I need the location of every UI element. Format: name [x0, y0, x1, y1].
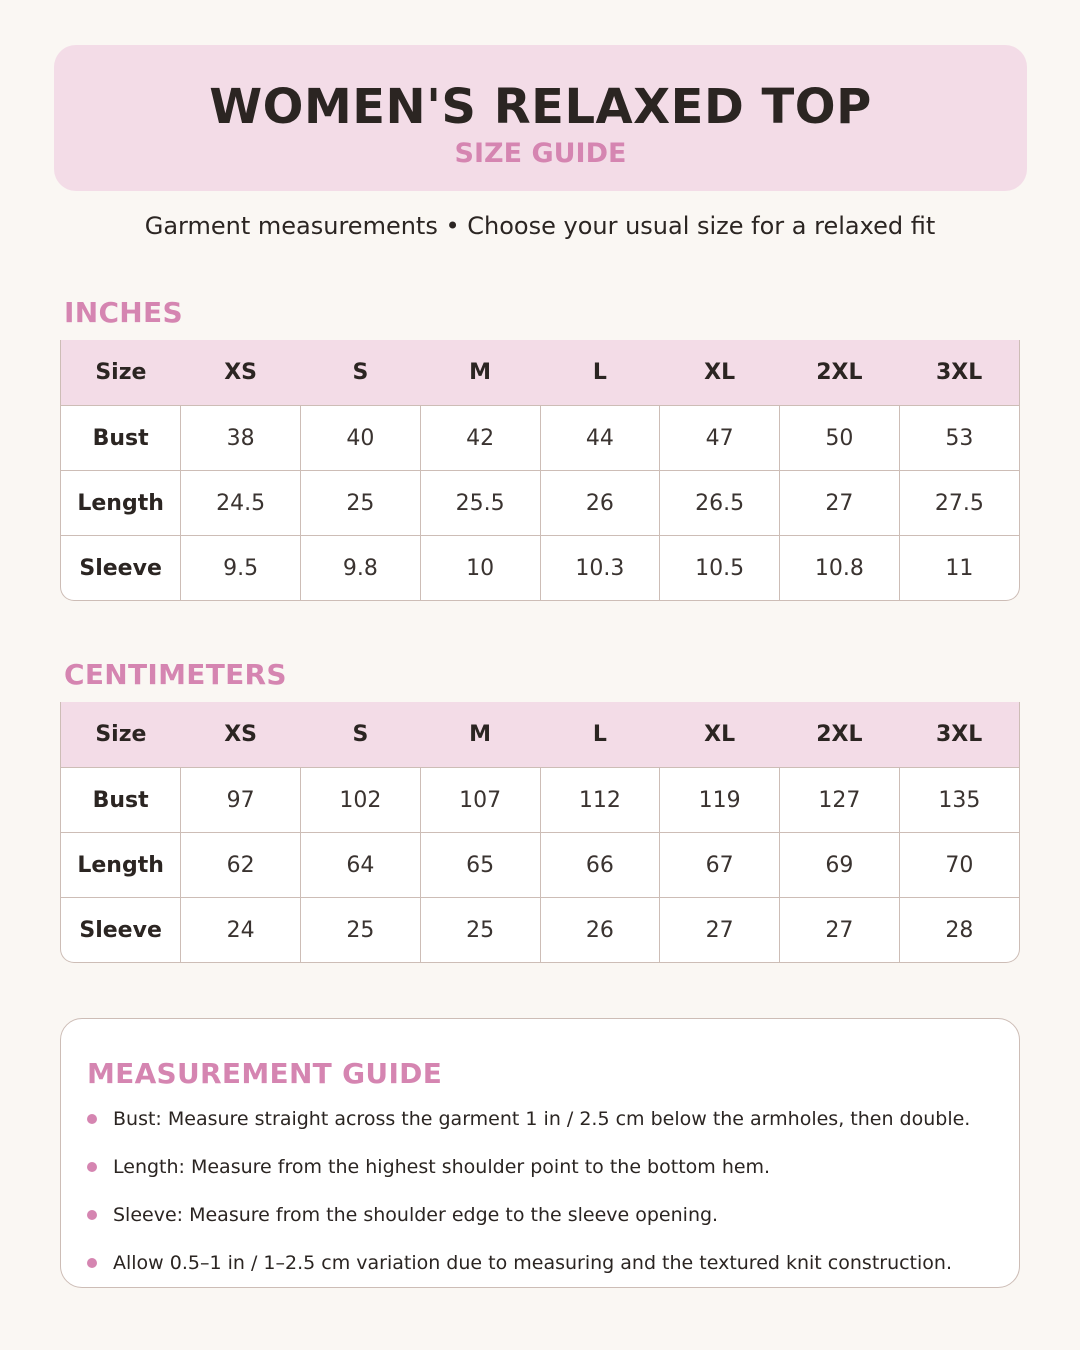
table-cell: 135 [899, 768, 1019, 833]
table-cell: 67 [660, 833, 780, 898]
table-row [61, 406, 1019, 471]
column-header: 2XL [780, 340, 900, 406]
table-row [61, 833, 1019, 898]
row-label: Length [61, 471, 181, 536]
list-item [87, 1153, 999, 1201]
column-header: 3XL [899, 340, 1019, 406]
page-title: WOMEN'S RELAXED TOP [209, 79, 872, 135]
table-cell: 102 [301, 768, 421, 833]
bullet-dot-icon [87, 1210, 97, 1220]
table-cell: 47 [660, 406, 780, 471]
column-header: S [301, 340, 421, 406]
table-cell: 50 [780, 406, 900, 471]
header-banner [54, 45, 1027, 191]
table-cell: 40 [301, 406, 421, 471]
list-item [87, 1201, 999, 1249]
measurement-guide-card [60, 1018, 1020, 1288]
column-header: L [540, 702, 660, 768]
table-cell: 24 [181, 898, 301, 963]
table-cell: 119 [660, 768, 780, 833]
column-header: XL [660, 340, 780, 406]
table-cell: 107 [420, 768, 540, 833]
column-header: XL [660, 702, 780, 768]
bullet-dot-icon [87, 1162, 97, 1172]
table-cell: 27 [660, 898, 780, 963]
row-label: Bust [61, 406, 181, 471]
list-item [87, 1249, 999, 1297]
table-cell: 26 [540, 471, 660, 536]
column-header: M [420, 702, 540, 768]
table-row [61, 536, 1019, 601]
measurement-guide-title: MEASUREMENT GUIDE [87, 1057, 443, 1090]
centimeters-section-title: CENTIMETERS [64, 658, 287, 691]
list-item-text: Bust: Measure straight across the garment 1 in / 2.5 cm below the armholes, then double. [113, 1108, 971, 1130]
column-header: 2XL [780, 702, 900, 768]
table-cell: 27 [780, 471, 900, 536]
list-item-text: Allow 0.5–1 in / 1–2.5 cm variation due to measuring and the textured knit construction. [113, 1252, 952, 1274]
table-cell: 27.5 [899, 471, 1019, 536]
table-cell: 25 [301, 898, 421, 963]
table-cell: 97 [181, 768, 301, 833]
table-cell: 127 [780, 768, 900, 833]
inches-table [60, 340, 1020, 601]
table-cell: 112 [540, 768, 660, 833]
table-cell: 38 [181, 406, 301, 471]
bullet-dot-icon [87, 1114, 97, 1124]
table-cell: 25 [301, 471, 421, 536]
row-label: Length [61, 833, 181, 898]
table-cell: 26 [540, 898, 660, 963]
table-row [61, 768, 1019, 833]
table-cell: 64 [301, 833, 421, 898]
row-label: Sleeve [61, 536, 181, 601]
table-cell: 27 [780, 898, 900, 963]
table-cell: 62 [181, 833, 301, 898]
table-cell: 25.5 [420, 471, 540, 536]
table-cell: 10.3 [540, 536, 660, 601]
page-subtitle: SIZE GUIDE [454, 138, 627, 169]
table-cell: 28 [945, 917, 974, 943]
table-cell: 44 [540, 406, 660, 471]
table-cell: 42 [420, 406, 540, 471]
table-row [61, 898, 1019, 963]
list-item [87, 1105, 999, 1153]
table-cell: 10.5 [660, 536, 780, 601]
measurement-guide-list [87, 1105, 999, 1297]
list-item-text: Sleeve: Measure from the shoulder edge to the sleeve opening. [113, 1204, 719, 1226]
table-cell: 10 [420, 536, 540, 601]
column-header: XS [181, 702, 301, 768]
row-label: Bust [61, 768, 181, 833]
column-header: 3XL [899, 702, 1019, 768]
table-cell: 25 [420, 898, 540, 963]
table-cell: 9.8 [301, 536, 421, 601]
inches-section-title: INCHES [64, 296, 183, 329]
inches-header-row [61, 340, 1019, 406]
centimeters-table [60, 702, 1020, 963]
table-row [61, 471, 1019, 536]
table-cell: 65 [420, 833, 540, 898]
table-cell: 26.5 [660, 471, 780, 536]
table-cell: 11 [945, 555, 974, 581]
column-header: Size [61, 702, 181, 768]
column-header: M [420, 340, 540, 406]
list-item-text: Length: Measure from the highest shoulder point to the bottom hem. [113, 1156, 771, 1178]
table-cell: 9.5 [181, 536, 301, 601]
column-header: S [301, 702, 421, 768]
row-label: Sleeve [61, 898, 181, 963]
column-header: L [540, 340, 660, 406]
table-cell: 24.5 [181, 471, 301, 536]
bullet-dot-icon [87, 1258, 97, 1268]
table-cell: 70 [899, 833, 1019, 898]
table-cell: 10.8 [780, 536, 900, 601]
table-cell: 69 [780, 833, 900, 898]
tagline: Garment measurements • Choose your usual size for a relaxed fit [144, 212, 936, 240]
centimeters-header-row [61, 702, 1019, 768]
column-header: Size [61, 340, 181, 406]
table-cell: 66 [540, 833, 660, 898]
column-header: XS [181, 340, 301, 406]
table-cell: 53 [899, 406, 1019, 471]
